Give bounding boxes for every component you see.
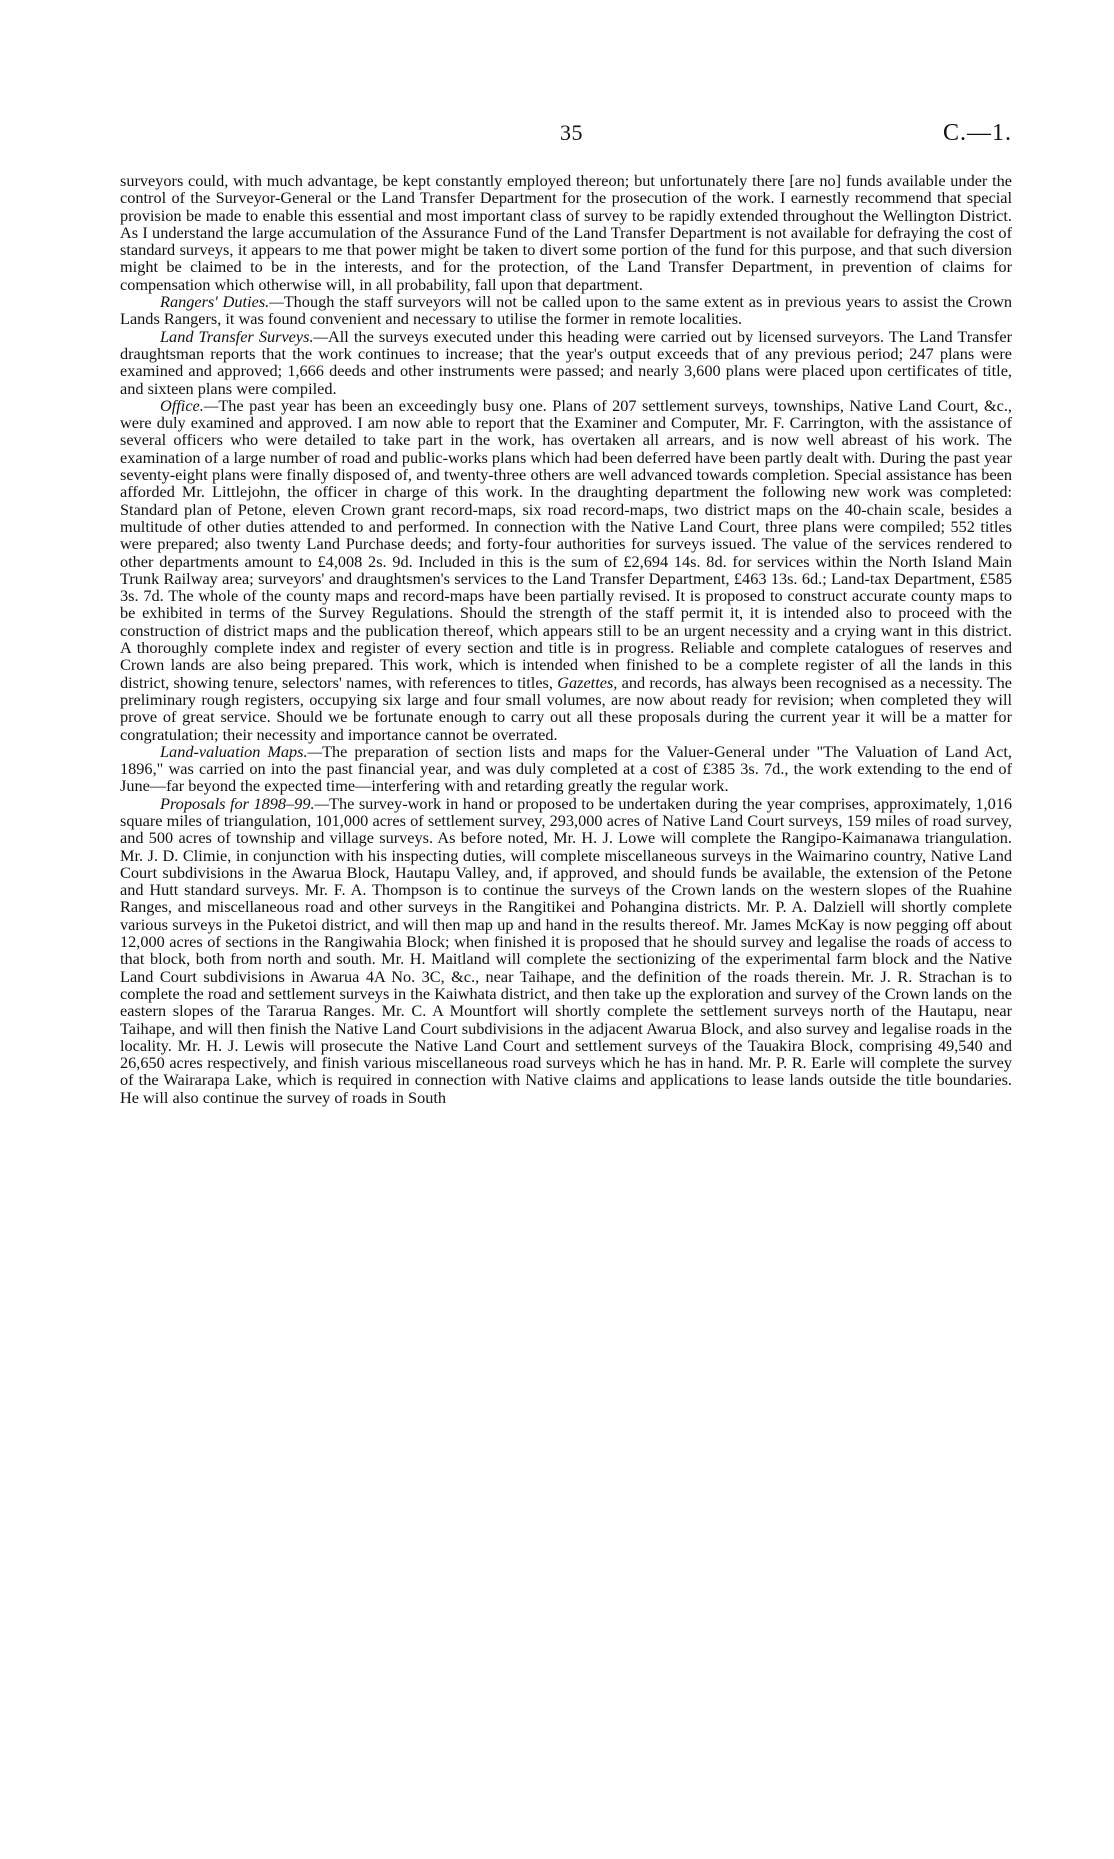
section-heading: Rangers' Duties.— [160, 292, 284, 312]
paragraph-land-valuation-maps [120, 743, 1012, 795]
paragraph-office [120, 397, 1012, 743]
section-heading: Land-valuation Maps.— [160, 741, 323, 761]
section-heading: Land Transfer Surveys.— [160, 326, 329, 346]
paragraph-text: The past year has been an exceedingly busy one. Plans of 207 settlement surveys, townships, Native Land Court, &c., were duly examined and approved. I am now able to report that the Examiner and Computer, Mr. F. Carrington, with the assistance of several officers who were detailed to take part in the work, has overtaken all arrears, and is now well abreast of his work. The examination of a large number of road and public-works plans which had been deferred have been partly dealt with. During the past year seventy-eight plans were finally disposed of, and twenty-three others are well advanced towards completion. Special assistance has been afforded Mr. Littlejohn, the officer in charge of this work. In the draughting department the following new work was completed: Standard plan of Petone, eleven Crown grant record-maps, six road record-maps, two district maps on the 40-chain scale, besides a multitude of other duties attended to and performed. In connection with the Native Land Court, three plans were compiled; 552 titles were prepared; also twenty Land Purchase deeds; and forty-four authorities for surveys issued. The value of the services rendered to other departments amount to £4,008 2s. 9d. Included in this is the sum of £2,694 14s. 8d. for services within the North Island Main Trunk Railway area; surveyors' and draughtsmen's services to the Land Transfer Department, £463 13s. 6d.; Land-tax Department, £585 3s. 7d. The whole of the county maps and record-maps have been partially revised. It is proposed to construct accurate county maps to be exhibited in terms of the Survey Regulations. Should the strength of the staff permit it, it is intended also to proceed with the construction of district maps and the publication thereof, which appears still to be an urgent necessity and a crying want in this district. A thoroughly complete index and register of every section and title is in progress. Reliable and complete catalogues of reserves and Crown lands are also being prepared. This work, which is intended when finished to be a complete register of all the lands in this district, showing tenure, selectors' names, with references to titles, [120, 395, 1012, 692]
document-code: C.—1. [942, 120, 1012, 146]
paragraph-proposals [120, 795, 1012, 1106]
section-heading: Office.— [160, 395, 219, 415]
paragraph-text: and records, has always been recognised as a necessity. The preliminary rough registers, occupying six large and four small volumes, are now about ready for revision; when completed they will prove of great service. Should we be fortunate enough to carry out all these proposals during the current year it will be a matter for congratulation; their necessity and importance cannot be overrated. [120, 672, 1012, 744]
paragraph-continuation [120, 172, 1012, 293]
paragraph-rangers-duties [120, 293, 1012, 328]
section-heading: Proposals for 1898–99.— [160, 793, 330, 813]
paragraph-text: The preparation of section lists and maps for the Valuer-General under "The Valuation of Land Act, 1896," was carried on into the past financial year, and was duly completed at a cost of £385 3s. 7d., the work extending to the end of June—far beyond the expected time—interfering with and retarding greatly the regular work. [120, 741, 1012, 796]
paragraph-text: The survey-work in hand or proposed to be undertaken during the year comprises, approximately, 1,016 square miles of triangulation, 101,000 acres of settlement survey, 293,000 acres of Native Land Court surveys, 159 miles of road survey, and 500 acres of township and village surveys. As before noted, Mr. H. J. Lowe will complete the Rangipo-Kaimanawa triangulation. Mr. J. D. Climie, in conjunction with his inspecting duties, will complete miscellaneous surveys in the Waimarino country, Native Land Court subdivisions in the Awarua Block, Hautapu Valley, and, if approved, and should funds be available, the extension of the Petone and Hutt standard surveys. Mr. F. A. Thompson is to continue the surveys of the Crown lands on the western slopes of the Ruahine Ranges, and miscellaneous road and other surveys in the Rangitikei and Pohangina districts. Mr. P. A. Dalziell will shortly complete various surveys in the Puketoi district, and will then map up and hand in the results thereof. Mr. James McKay is now pegging off about 12,000 acres of sections in the Rangiwahia Block; when finished it is proposed that he should survey and legalise the roads of access to that block, both from north and south. Mr. H. Maitland will complete the sectionizing of the experimental farm block and the Native Land Court subdivisions in Awarua 4A No. 3C, &c., near Taihape, and the definition of the roads therein. Mr. J. R. Strachan is to complete the road and settlement surveys in the Kaiwhata district, and then take up the exploration and survey of the Crown lands on the eastern slopes of the Tararua Ranges. Mr. C. A Mountfort will shortly complete the settlement surveys north of the Hautapu, near Taihape, and will then finish the Native Land Court subdivisions in the adjacent Awarua Block, and also survey and legalise roads in the locality. Mr. H. J. Lewis will prosecute the Native Land Court and settlement surveys of the Tauakira Block, comprising 49,540 and 26,650 acres respectively, and finish various miscellaneous road surveys which he has in hand. Mr. P. R. Earle will complete the survey of the Wairarapa Lake, which is required in connection with Native claims and applications to lease lands outside the title boundaries. He will also continue the survey of roads in South [120, 793, 1012, 1107]
page-number: 35 [560, 120, 583, 145]
paragraph-text: surveyors could, with much advantage, be kept constantly employed thereon; but unfortunately there [are no] funds available under the control of the Surveyor-General or the Land Transfer Department for the prosecution of the work. I earnestly recommend that special provision be made to enable this essential and most important class of survey to be rapidly extended throughout the Wellington District. As I understand the large accumulation of the Assurance Fund of the Land Transfer Department is not available for defraying the cost of standard surveys, it appears to me that power might be taken to divert some portion of the fund for this purpose, and that such diversion might be claimed to be in the interests, and for the protection, of the Land Transfer Department, in prevention of claims for compensation which otherwise will, in all probability, fall upon that department. [120, 171, 1012, 294]
paragraph-land-transfer-surveys [120, 328, 1012, 397]
paragraph-text: Though the staff surveyors will not be called upon to the same extent as in previous years to assist the Crown Lands Rangers, it was found convenient and necessary to utilise the former in remote localities. [120, 292, 1012, 329]
page-header [120, 120, 1012, 152]
body-text [120, 172, 1012, 1106]
paragraph-text: All the surveys executed under this heading were carried out by licensed surveyors. The Land Transfer draughtsman reports that the work continues to increase; that the year's output exceeds that of any previous period; 247 plans were examined and approved; 1,666 deeds and other instruments were passed; and nearly 3,600 plans were placed upon certificates of title, and sixteen plans were compiled. [120, 326, 1012, 398]
italic-term: Gazettes, [557, 672, 618, 692]
